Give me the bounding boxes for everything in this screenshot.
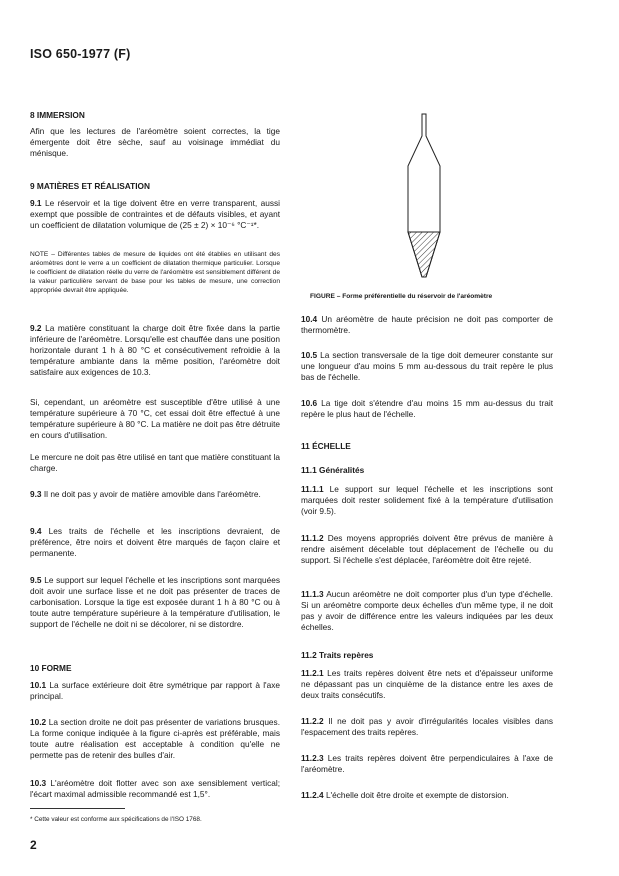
clause-number: 9.4 [30,526,42,536]
paragraph [301,398,553,420]
paragraph-text: La tige doit s'étendre d'au moins 15 mm au-dessus du trait repère le plus haut de l'échelle. [301,398,554,419]
paragraph [30,526,280,559]
paragraph-text: Afin que les lectures de l'aréomètre soient correctes, la tige émergente doit être sèche, sauf au voisinage immédiat du ménisque. [30,126,280,158]
paragraph [301,350,553,383]
clause-number: 10.3 [30,778,47,788]
paragraph-text: La section droite ne doit pas présenter de variations brusques. La forme conique indiquée à la figure ci-après est préférable, mais toute autre réalisation est acceptable à condition qu'elle ne permette pas de retenir des bulles d'air. [30,717,280,760]
section-heading [301,441,553,452]
section-heading [30,663,280,674]
paragraph-text: Les traits repères doivent être nets et d'épaisseur uniforme ne dépassant pas un cinquième de la distance entre les axes de deux traits consécutifs. [301,668,553,700]
paragraph-text: L'échelle doit être droite et exempte de distorsion. [325,790,509,800]
clause-number: 11.2.4 [301,790,324,800]
paragraph [301,533,553,566]
clause-number: 9.5 [30,575,42,585]
paragraph [30,452,280,474]
paragraph [30,778,280,800]
figure-caption: FIGURE – Forme préférentielle du réservoir de l'aréomètre [310,293,493,300]
paragraph [30,680,280,702]
paragraph [301,484,553,517]
paragraph [301,790,553,801]
heading-text: 8 IMMERSION [30,110,85,120]
heading-text: 11.1 Généralités [301,465,365,475]
clause-number: 11.1.3 [301,589,324,599]
clause-number: 10.2 [30,717,47,727]
note-paragraph [30,250,280,295]
section-heading [30,181,280,192]
paragraph-text: Les traits repères doivent être perpendiculaires à l'axe de l'aréomètre. [301,753,553,774]
clause-number: 9.3 [30,489,42,499]
clause-number: 10.5 [301,350,318,360]
paragraph-text: La surface extérieure doit être symétrique par rapport à l'axe principal. [30,680,280,701]
page-number: 2 [30,838,37,852]
paragraph-text: NOTE – Différentes tables de mesure de liquides ont été établies en utilisant des aréomètres dont le verre a un coefficient de dilatation thermique particulier. Lorsque le coefficient de dilatation réelle du verre de l'aréomètre est sensiblement différent de la valeur particulière servant de base pour les tables de mesure, une correction appropriée devrait être appliquée. [30,251,280,294]
paragraph-text: La matière constituant la charge doit être fixée dans la partie inférieure de l'aréomètre. Lorsqu'elle est chauffée dans une position horizontale durant 1 h à 80 °C et consécutivement refroidie à la température ambiante dans la même position, l'aréomètre doit satisfaire aux exigences de 10.3. [30,323,280,377]
paragraph [30,397,280,441]
heading-text: 9 MATIÈRES ET RÉALISATION [30,181,151,191]
section-heading [301,465,553,476]
clause-number: 11.2.2 [301,716,324,726]
clause-number: 10.6 [301,398,318,408]
paragraph [30,717,280,761]
paragraph [30,323,280,378]
paragraph [301,668,553,701]
paragraph [301,314,553,336]
paragraph [30,575,280,630]
clause-number: 9.1 [30,198,42,208]
paragraph-text: Les traits de l'échelle et les inscriptions devraient, de préférence, être noirs et doivent être marqués de façon claire et permanente. [30,526,281,558]
section-heading [301,650,553,661]
clause-number: 11.2.3 [301,753,324,763]
clause-number: 11.1.1 [301,484,324,494]
heading-text: 10 FORME [30,663,72,673]
paragraph [30,126,280,159]
clause-number: 11.2.1 [301,668,324,678]
paragraph [30,489,280,500]
clause-number: 10.1 [30,680,47,690]
paragraph [301,716,553,738]
clause-number: 11.1.2 [301,533,324,543]
paragraph [301,589,553,633]
footnote-rule [30,808,125,809]
paragraph-text: La section transversale de la tige doit demeurer constante sur une longueur d'au moins 5 mm au-dessous du trait repère le plus bas de l'échelle. [301,350,553,382]
paragraph [301,753,553,775]
clause-number: 10.4 [301,314,318,324]
paragraph-text: L'aréomètre doit flotter avec son axe sensiblement vertical; l'écart maximal admissible recommandé est 1,5°. [30,778,280,799]
paragraph [30,198,280,231]
paragraph-text: Le support sur lequel l'échelle et les inscriptions sont marquées doit avoir une surface lisse et ne doit pas présenter de traces de carbonisation. Lorsque la tige est exposée durant 1 h à 80 °C ou à toute autre température supérieure à la température d'utilisation, le support de l'échelle ne doit ni se décolorer, ni se distordre. [30,575,280,629]
paragraph-text: Le mercure ne doit pas être utilisé en tant que matière constituant la charge. [30,452,280,473]
document-header: ISO 650-1977 (F) [30,47,131,61]
paragraph-text: Des moyens appropriés doivent être prévus de manière à rendre aisément décelable tout déplacement de l'échelle ou du support. Si l'échelle s'est déplacée, l'aréomètre doit être rejeté. [301,533,553,565]
paragraph-text: Le support sur lequel l'échelle et les inscriptions sont marquées doit rester solidement fixé à la température d'utilisation (voir 9.5). [301,484,553,516]
paragraph-text: Si, cependant, un aréomètre est susceptible d'être utilisé à une température supérieure à 70 °C, cet essai doit être effectué à une température supérieure à 80 °C. La matière ne doit pas être détruite en cours d'utilisation. [30,397,280,440]
paragraph-text: Un aréomètre de haute précision ne doit pas comporter de thermomètre. [301,314,553,335]
paragraph-text: Aucun aréomètre ne doit comporter plus d'un type d'échelle. Si un aréomètre comporte deux échelles d'un même type, il ne doit pas y avoir de différence entre les valeurs indiquées par les deux échelles. [301,589,553,632]
paragraph-text: Il ne doit pas y avoir d'irrégularités locales visibles dans l'espacement des traits repères. [301,716,553,737]
heading-text: 11 ÉCHELLE [301,441,351,451]
section-heading [30,110,280,121]
ballast-hatching [408,232,440,277]
paragraph-text: Il ne doit pas y avoir de matière amovible dans l'aréomètre. [43,489,261,499]
paragraph-text: Le réservoir et la tige doivent être en verre transparent, aussi exempt que possible de contraintes et de défauts visibles, et ayant un coefficient de dilatation volumique de (25 ± 2) × 10⁻⁶ °C⁻¹*. [30,198,280,230]
hydrometer-figure [395,112,455,288]
heading-text: 11.2 Traits repères [301,650,374,660]
stem-top [422,114,426,120]
clause-number: 9.2 [30,323,42,333]
footnote: * Cette valeur est conforme aux spécifications de l'ISO 1768. [30,816,202,823]
